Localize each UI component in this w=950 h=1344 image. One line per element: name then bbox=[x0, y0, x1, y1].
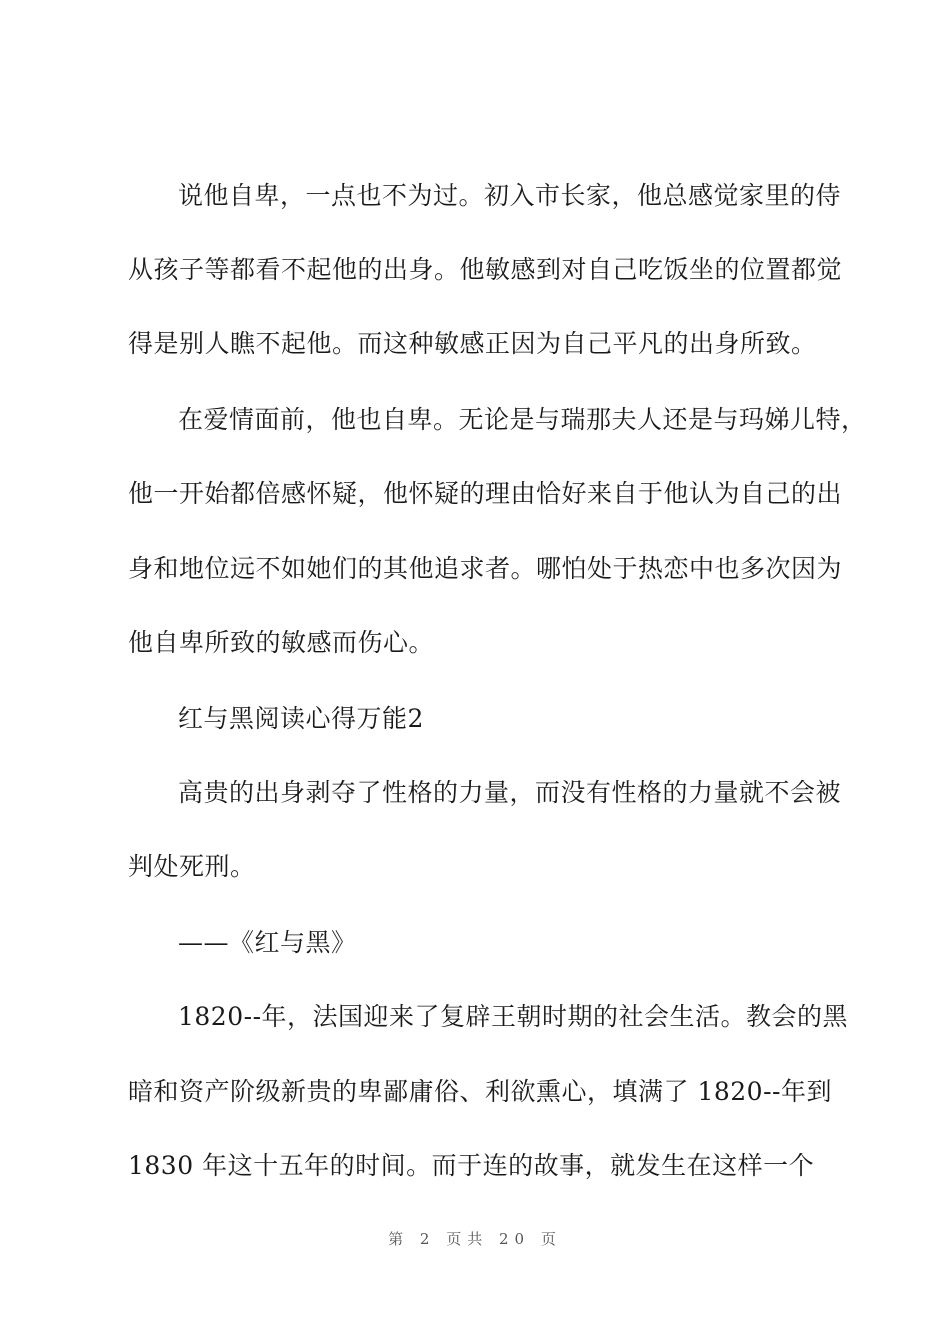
paragraph-line: 身和地位远不如她们的其他追求者。哪怕处于热恋中也多次因为 bbox=[128, 554, 843, 583]
quote-line: 判处死刑。 bbox=[128, 852, 256, 881]
quote-attribution: ——《红与黑》 bbox=[178, 928, 357, 957]
paragraph-line: 得是别人瞧不起他。而这种敏感正因为自己平凡的出身所致。 bbox=[128, 329, 817, 358]
quote-line: 高贵的出身剥夺了性格的力量，而没有性格的力量就不会被 bbox=[178, 778, 842, 807]
paragraph-line: 说他自卑，一点也不为过。初入市长家，他总感觉家里的侍 bbox=[178, 181, 842, 210]
paragraph-line: 他一开始都倍感怀疑，他怀疑的理由恰好来自于他认为自己的出 bbox=[128, 479, 843, 508]
paragraph-line: 他自卑所致的敏感而伤心。 bbox=[128, 628, 435, 657]
page-number-footer: 第 2 页共 20 页 bbox=[388, 1230, 562, 1248]
section-heading: 红与黑阅读心得万能2 bbox=[178, 704, 424, 733]
paragraph-line: 1820--年，法国迎来了复辟王朝时期的社会生活。教会的黑 bbox=[178, 1002, 849, 1031]
paragraph-line: 暗和资产阶级新贵的卑鄙庸俗、利欲熏心，填满了 1820--年到 bbox=[128, 1077, 832, 1106]
paragraph-line: 1830 年这十五年的时间。而于连的故事，就发生在这样一个 bbox=[128, 1151, 815, 1180]
paragraph-line: 从孩子等都看不起他的出身。他敏感到对自己吃饭坐的位置都觉 bbox=[128, 255, 843, 284]
paragraph-line: 在爱情面前，他也自卑。无论是与瑞那夫人还是与玛娣儿特， bbox=[178, 405, 867, 434]
